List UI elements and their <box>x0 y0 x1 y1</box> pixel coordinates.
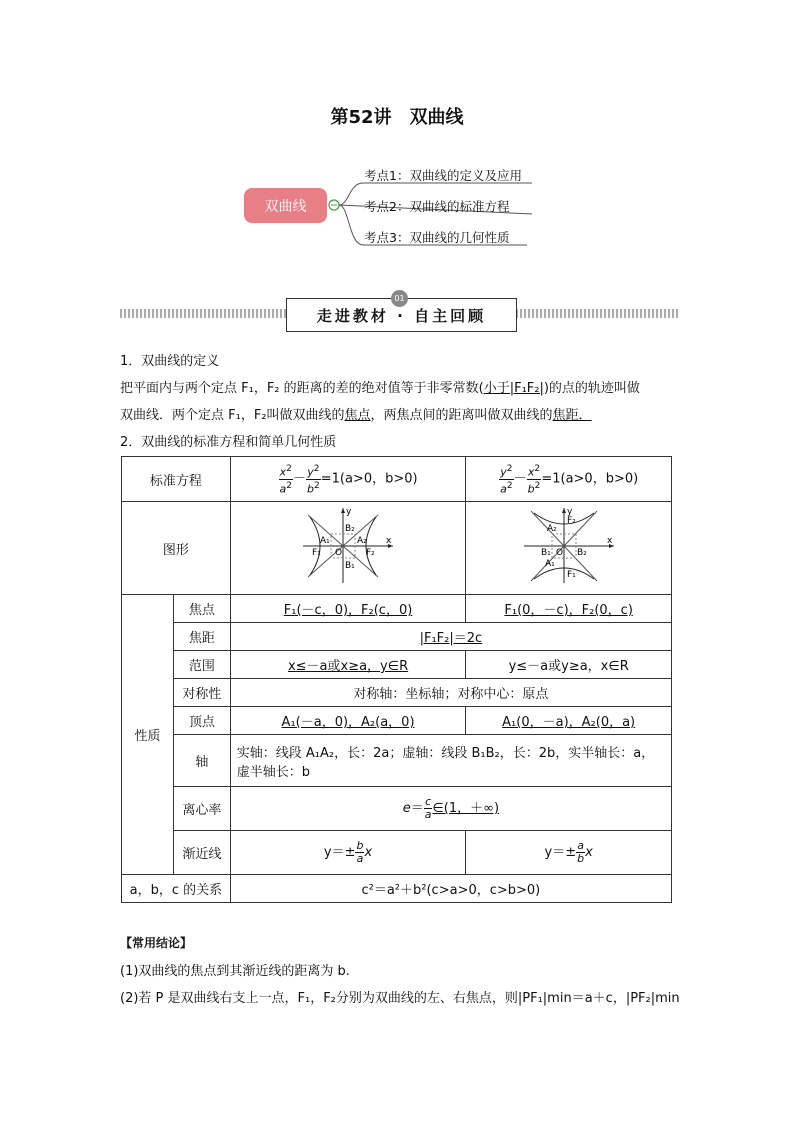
asymptote-x: y＝± $\frac{b}{a}$ x <box>230 831 466 875</box>
symmetry: 对称轴：坐标轴；对称中心：原点 <box>230 679 671 707</box>
range-y: y≤－a或y≥a，x∈R <box>466 651 672 679</box>
svg-text:x: x <box>606 536 612 546</box>
svg-text:y: y <box>566 507 572 517</box>
section-banner: 走进教材 · 自主回顾 <box>286 298 517 332</box>
eccentricity: e＝ $\frac{c}{a}$ ∈(1，＋∞) <box>230 787 671 831</box>
axis-info: 实轴：线段 A₁A₂，长：2a；虚轴：线段 B₁B₂，长：2b，实半轴长：a，虚半轴长：b <box>230 735 671 787</box>
focal-distance: |F₁F₂|＝2c <box>230 623 671 651</box>
row-label-axis: 轴 <box>173 735 230 787</box>
figure-header: 图形 <box>122 502 231 595</box>
section2-heading: 2．双曲线的标准方程和简单几何性质 <box>120 435 337 450</box>
focus-y: F₁(0，－c)，F₂(0，c) <box>466 595 672 623</box>
svg-text:O: O <box>555 548 563 558</box>
svg-text:A₁: A₁ <box>544 559 555 569</box>
properties-table <box>121 456 672 903</box>
svg-text:B₁: B₁ <box>540 548 551 558</box>
std-eq-header: 标准方程 <box>122 457 231 502</box>
svg-text:O: O <box>335 548 343 558</box>
abc-relation-label: a，b，c 的关系 <box>122 875 231 903</box>
asymptote-y: y＝± $\frac{a}{b}$ x <box>466 831 672 875</box>
conclusions-heading: 【常用结论】 <box>120 936 193 950</box>
std-eq-y: $\frac{y^2}{a^2}$ － $\frac{x^2}{b^2}$ =1(a>0，b>0) <box>466 457 672 502</box>
std-eq-x: $\frac{x^2}{a^2}$ － $\frac{y^2}{b^2}$ =1(a>0，b>0) <box>230 457 466 502</box>
svg-text:A₂: A₂ <box>546 524 557 534</box>
conclusion-1: (1)双曲线的焦点到其渐近线的距离为 b. <box>120 964 350 979</box>
svg-text:A₁: A₁ <box>320 536 330 546</box>
svg-text:A₂: A₂ <box>357 536 367 546</box>
mindmap-node-2: 考点2：双曲线的标准方程 <box>364 199 510 214</box>
figure-x-hyperbola <box>230 502 466 595</box>
range-x: x≤－a或x≥a，y∈R <box>230 651 466 679</box>
svg-text:B₂: B₂ <box>345 524 355 534</box>
row-label-focal-distance: 焦距 <box>173 623 230 651</box>
conclusion-2: (2)若 P 是双曲线右支上一点，F₁，F₂分别为双曲线的左、右焦点，则|PF₁|min＝a＋c，|PF₂|min <box>120 991 680 1006</box>
mindmap-root-label: 双曲线 <box>264 198 307 215</box>
page-title: 第52讲 双曲线 <box>330 107 464 128</box>
row-label-focus: 焦点 <box>173 595 230 623</box>
svg-text:F₂: F₂ <box>566 516 576 526</box>
mindmap-node-3: 考点3：双曲线的几何性质 <box>364 230 510 245</box>
vertex-x: A₁(－a，0)，A₂(a，0) <box>230 707 466 735</box>
mindmap-root <box>244 188 327 223</box>
definition-line-1: 把平面内与两个定点 F₁，F₂ 的距离的差的绝对值等于非零常数(小于|F₁F₂|)的点的轨迹叫做 <box>120 381 640 396</box>
svg-text:B₂: B₂ <box>576 548 587 558</box>
svg-text:y: y <box>346 507 352 517</box>
focus-x: F₁(－c，0)，F₂(c，0) <box>230 595 466 623</box>
svg-text:F₁: F₁ <box>312 548 321 558</box>
svg-text:F₁: F₁ <box>566 570 576 580</box>
row-label-symmetry: 对称性 <box>173 679 230 707</box>
row-label-range: 范围 <box>173 651 230 679</box>
row-label-eccentricity: 离心率 <box>173 787 230 831</box>
banner-badge: 01 <box>391 290 408 307</box>
figure-y-hyperbola <box>466 502 672 595</box>
abc-relation: c²＝a²＋b²(c>a>0，c>b>0) <box>230 875 671 903</box>
vertex-y: A₁(0，－a)，A₂(0，a) <box>466 707 672 735</box>
svg-text:B₁: B₁ <box>345 561 355 571</box>
section1-heading: 1．双曲线的定义 <box>120 354 220 369</box>
svg-text:x: x <box>386 536 392 546</box>
row-label-asymptote: 渐近线 <box>173 831 230 875</box>
definition-line-2: 双曲线．两个定点 F₁，F₂叫做双曲线的焦点，两焦点间的距离叫做双曲线的焦距． <box>120 408 592 423</box>
mindmap-node-1: 考点1：双曲线的定义及应用 <box>364 168 522 183</box>
row-label-vertex: 顶点 <box>173 707 230 735</box>
properties-header: 性质 <box>122 595 174 875</box>
svg-text:F₂: F₂ <box>366 548 375 558</box>
